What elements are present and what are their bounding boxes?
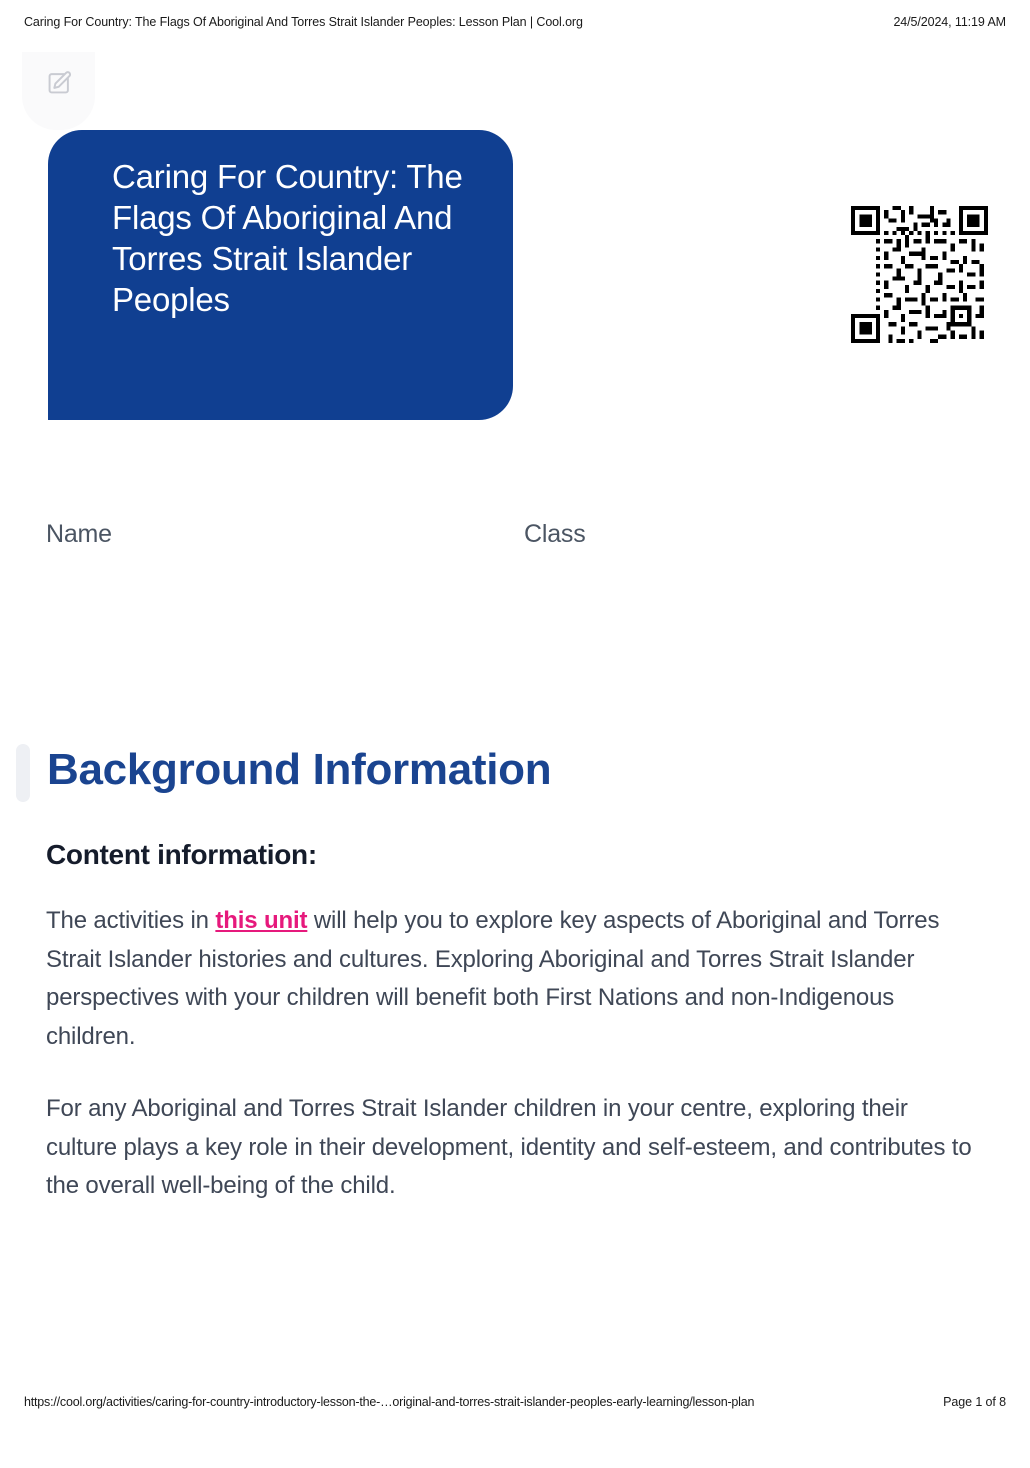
edit-square-icon — [46, 70, 72, 96]
page-title: Background Information — [47, 745, 552, 794]
qr-code[interactable] — [851, 204, 988, 345]
heading-accent-bar — [16, 744, 30, 802]
footer-url: https://cool.org/activities/caring-for-country-introductory-lesson-the-…original-and-torres-strait-islander-peoples-early-learning/lesson-plan — [24, 1395, 755, 1409]
class-field-label: Class — [524, 520, 586, 548]
print-header-timestamp: 24/5/2024, 11:19 AM — [893, 15, 1006, 29]
section-heading — [16, 738, 976, 808]
lesson-title-card — [48, 130, 513, 420]
name-field-label: Name — [46, 520, 112, 548]
this-unit-link[interactable]: this unit — [215, 907, 308, 934]
edit-chip[interactable] — [22, 52, 95, 130]
student-fields-row — [46, 520, 966, 560]
content-body — [46, 838, 976, 1206]
print-header-title: Caring For Country: The Flags Of Aboriginal And Torres Strait Islander Peoples: Lesson Plan | Cool.org — [24, 15, 583, 29]
paragraph-two: For any Aboriginal and Torres Strait Islander children in your centre, exploring their culture plays a key role in their development, identity and self-esteem, and contributes to the overall well-being of the child. — [46, 1095, 972, 1199]
print-footer — [0, 1392, 1030, 1412]
paragraph-one — [46, 902, 976, 1056]
paragraph-one-suffix: will help you to explore key aspects of Aboriginal and Torres Strait Islander histories and cultures. Exploring Aboriginal and Torres Strait Islander perspectives with your children will benefit both First Nations and non-Indigenous children. — [46, 907, 940, 1050]
paragraph-one-prefix: The activities in — [46, 907, 216, 934]
footer-page-number: Page 1 of 8 — [943, 1395, 1006, 1409]
content-subheading: Content information: — [46, 839, 317, 870]
lesson-title: Caring For Country: The Flags Of Aboriginal And Torres Strait Islander Peoples — [112, 158, 463, 318]
print-header — [0, 0, 1030, 44]
qr-code-icon — [851, 204, 988, 345]
